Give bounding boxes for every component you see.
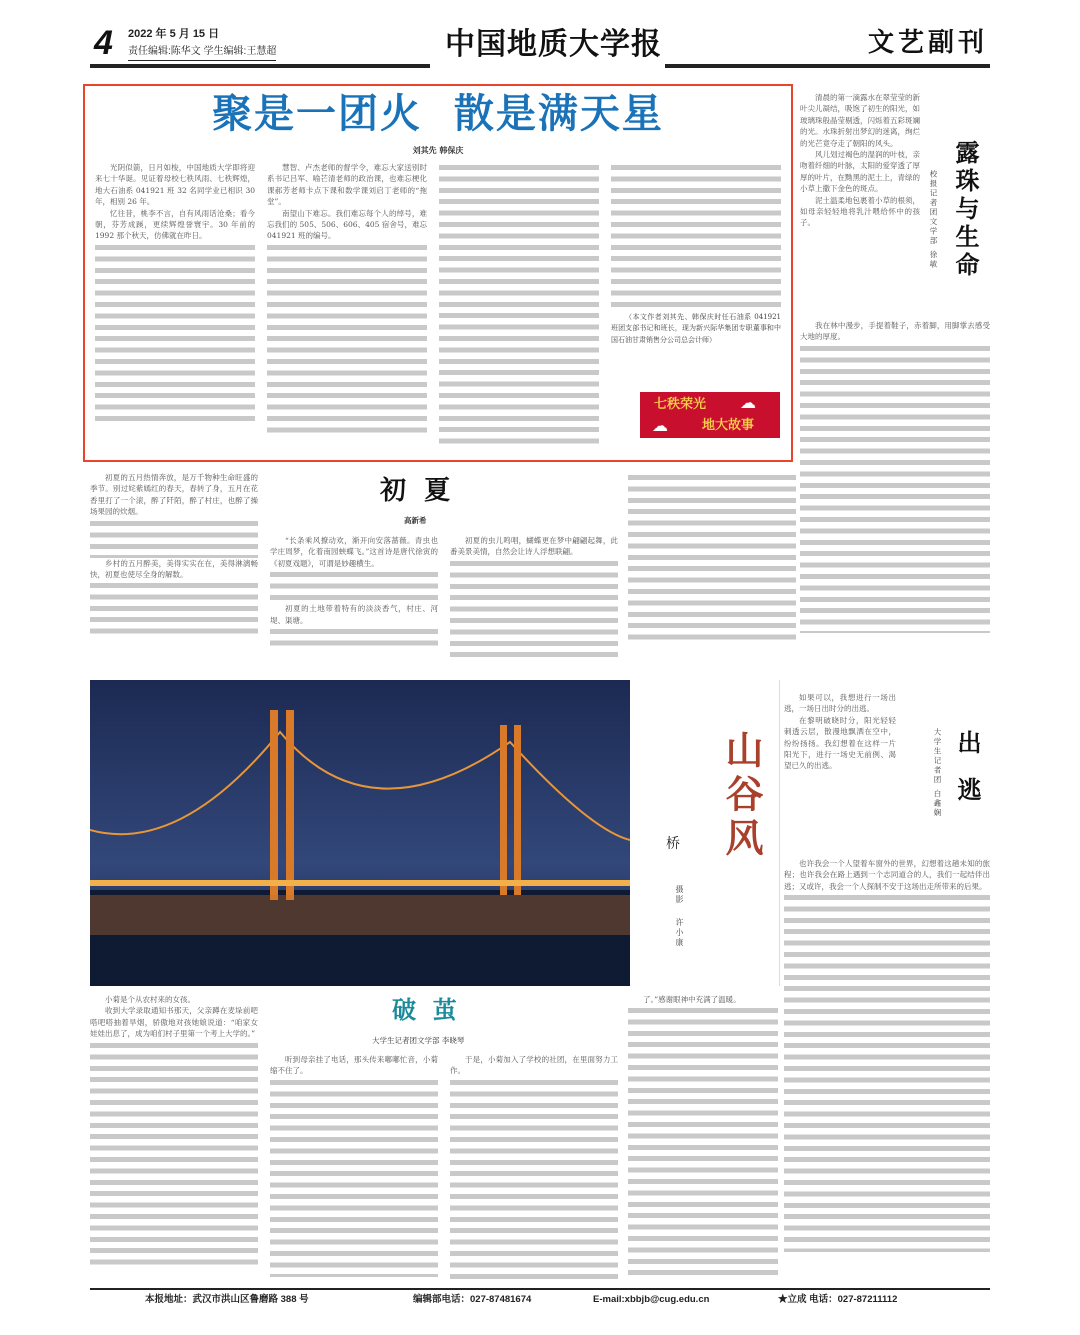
- footer-phone: 编辑部电话：027-87481674: [413, 1294, 532, 1305]
- summer-col-4: [628, 472, 796, 642]
- feature-col-2: [267, 162, 427, 452]
- anniversary-badge: [640, 392, 780, 438]
- photo-caption-title: 山谷风: [719, 730, 764, 862]
- text-block: [450, 558, 618, 658]
- cocoon-col-1: [90, 994, 258, 1270]
- paragraph: 乡村的五月醉美，美得实实在在，美得淋漓畅快，初夏也使尽全身的解数。: [90, 558, 258, 580]
- paragraph: 初夏的土地带着特有的淡淡香气，村庄、河堤、渠塘。: [270, 604, 438, 625]
- dew-col-bottom: [800, 320, 990, 633]
- text-block: [95, 242, 255, 422]
- feature-col-3: [439, 162, 599, 445]
- paragraph: 了。”感谢眼神中充满了温暖。: [643, 995, 741, 1004]
- cocoon-col-2: [270, 1054, 438, 1277]
- feature-title: 聚是一团火 散是满天星: [212, 91, 664, 137]
- escape-col-top: [784, 692, 896, 772]
- bridge-photo: [90, 680, 630, 986]
- feature-col-1: [95, 162, 255, 452]
- footer-address: 本报地址：武汉市洪山区鲁磨路 388 号: [145, 1294, 309, 1305]
- paragraph: 听到母亲挂了电话，那头传来嘟嘟忙音，小菊缩不住了。: [270, 1055, 438, 1076]
- issue-date: 2022 年 5 月 15 日: [128, 28, 220, 40]
- paragraph: 泥土温柔地包裹着小草的根须，如母亲轻轻地将乳汁喂给怀中的孩子。: [800, 195, 920, 228]
- text-block: [267, 242, 427, 438]
- summer-col-1: [90, 472, 258, 640]
- paragraph: “长条乘风撩动欢，渐开向安落蔷薇。青虫也学庄周梦，化着南园蛱蝶飞。”这首诗是唐代徐寅的《初夏戏题》，可谓是妙趣横生。: [270, 536, 438, 568]
- paragraph: 收到大学录取通知书那天，父亲蹲在麦垛前吧嗒吧嗒抽着旱烟，骄傲地对孩她娘说道：“咱家女娃娃出息了，成为咱们村子里第一个考上大学的。”: [90, 1006, 258, 1039]
- paragraph: 初夏的五月热情奔放，是万千物种生命旺盛的季节。别过姹紫嫣红的春天，春转了身，五月在花香里打了一个滚，醉了阡陌，醉了村庄，也醉了操场果园的炊烟。: [90, 473, 258, 517]
- escape-title: 出 逃: [953, 730, 982, 803]
- text-block: [270, 1077, 438, 1277]
- text-block: [270, 626, 438, 648]
- paragraph: 也许我会一个人望着车窗外的世界，幻想着这趟未知的旅程；也许我会在路上遇到一个志同道合的人，我们一起结伴出逃；又或许，我会一个人探制不安于这场出走所带来的后果。: [784, 859, 990, 891]
- dew-col-top: [800, 92, 920, 229]
- paragraph: 如果可以，我想进行一场出逃，一场日出时分的出逃。: [784, 693, 896, 714]
- page-number: 4: [94, 24, 113, 62]
- footer-email: E-mail:xbbjb@cug.edu.cn: [593, 1294, 710, 1305]
- dew-title: 露珠与生命: [951, 140, 980, 280]
- text-block: [90, 518, 258, 558]
- text-block: [800, 343, 990, 633]
- text-block: [90, 1040, 258, 1270]
- header-rule-left: [90, 64, 430, 68]
- escape-col-bottom: [784, 858, 990, 1252]
- paragraph: 我在林中漫步，手提着鞋子，赤着脚，用脚掌去感受大地的厚度。: [800, 321, 990, 342]
- cocoon-col-4: [628, 994, 778, 1275]
- paragraph: 光阴似箭，日月如梭，中国地质大学即将迎来七十华诞。见证着母校七秩风雨、七秩辉煌，地大石油系 041921 班 32 名同学业已相识 30 年，相别 26 年。: [95, 163, 255, 207]
- paragraph: 初夏的虫儿鸣唱，蝴蝶更在梦中翩翩起舞，此番美景美情，自然会让诗人浮想联翩。: [450, 536, 618, 557]
- paragraph: 南望山下难忘。我们难忘每个人的绰号，难忘我们的 505、506、606、405 宿舍号，难忘 041921 班的编号。: [267, 208, 427, 241]
- paragraph: 风儿划过褐色的湿润的叶枝，亲吻着纤细的叶脉，太阳的爱穿透了厚厚的叶片，在黝黑的泥土上，青绿的小草上撒下金色的斑点。: [800, 150, 920, 194]
- cocoon-title: 破 茧: [392, 995, 457, 1024]
- summer-byline: 高新希: [404, 516, 427, 525]
- editors: 责任编辑:陈华文 学生编辑:王慧超: [128, 45, 276, 61]
- escape-byline: 大学生记者团 白鑫娴: [933, 728, 942, 818]
- paragraph: 在黎明破晓时分，阳光轻轻刺透云层，散漫地飘洒在空中，纷纷扬扬。我幻想着在这样一片阳光下，进行一场史无前例、渴望已久的出逃。: [784, 715, 896, 771]
- summer-col-2: [270, 535, 438, 648]
- feature-byline: 刘其先 韩保庆: [412, 146, 464, 155]
- dew-byline: 校报记者团文学部 徐敏: [929, 170, 938, 270]
- text-block: [628, 1005, 778, 1275]
- photo-caption-panel: [630, 680, 780, 986]
- paragraph: 忆往昔，桃李不言，自有风雨话沧桑；看今朝，芬芳成蹊，更续辉煌誉寰宇。30 年前的 1992 那个秋天，仿佛就在昨日。: [95, 208, 255, 241]
- badge-line-1: 七秩荣光: [654, 397, 707, 412]
- text-block: [611, 162, 781, 312]
- footer-rule: [90, 1288, 990, 1290]
- badge-line-2: 地大故事: [702, 418, 755, 433]
- text-block: [90, 580, 258, 640]
- paragraph: 清晨的第一滴露水在翠莹莹的新叶尖儿凝结，吸饱了初生的阳光，如玻璃珠般晶莹剔透，闪烁着五彩斑斓的光。水珠折射出梦幻的迷离，绚烂的光芒竟夺走了朝阳的风头。: [800, 93, 920, 148]
- summer-title: 初 夏: [380, 476, 451, 506]
- section-title: 文艺副刊: [868, 28, 989, 58]
- feature-article: [83, 84, 793, 462]
- photo-credit-name: 许小康: [675, 918, 684, 948]
- cloud-icon: ☁: [652, 416, 668, 435]
- masthead: 中国地质大学报: [445, 27, 662, 62]
- cocoon-col-3: [450, 1054, 618, 1282]
- photo-subject: 桥: [666, 836, 680, 852]
- cocoon-byline: 大学生记者团文学部 李晓琴: [372, 1036, 465, 1045]
- text-block: [270, 569, 438, 603]
- paragraph: 小菊是个从农村来的女孩。: [105, 995, 195, 1004]
- author-note: （本文作者刘其先、韩保庆时任石油系 041921 班团支部书记和班长，现为新兴际华集团专职董事和中国石油甘肃销售分公司总会计师）: [611, 313, 781, 344]
- header-rule-right: [665, 64, 990, 68]
- text-block: [784, 892, 990, 1252]
- summer-col-3: [450, 535, 618, 658]
- paragraph: 慧智、卢杰老师的督学令，难忘大家送别时系书记吕军、喻芒清老师的政治课，也难忘梗化课郝芳老师卡点下课和数学课刘启丁老师的“拖堂”。: [267, 163, 427, 207]
- photo-credit-label: 摄影: [675, 885, 684, 905]
- paragraph: 于是，小菊加入了学校的社团，在里面努力工作。: [450, 1055, 618, 1076]
- text-block: [450, 1077, 618, 1282]
- footer-printer: ★立成 电话：027-87211112: [778, 1294, 898, 1305]
- cloud-icon: ☁: [740, 393, 756, 412]
